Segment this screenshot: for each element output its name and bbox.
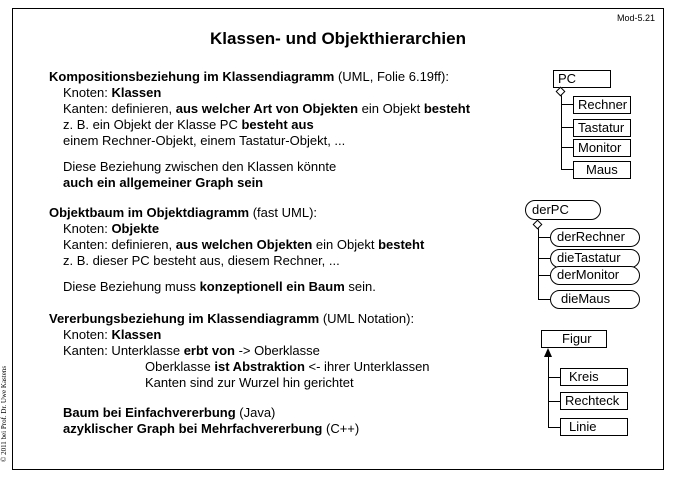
tree-branch	[561, 169, 573, 170]
class-box-figur: Figur	[541, 330, 607, 348]
section3-line5: Baum bei Einfachvererbung (Java)	[63, 405, 276, 420]
object-box-diemaus: dieMaus	[550, 290, 640, 309]
tree-branch	[548, 427, 560, 428]
tree-branch	[538, 237, 550, 238]
object-box-dietastatur: dieTastatur	[550, 249, 640, 268]
section1-heading: Kompositionsbeziehung im Klassendiagramm (UML, Folie 6.19ff):	[49, 69, 449, 84]
tree-branch	[548, 401, 560, 402]
tree-trunk	[538, 228, 539, 299]
object-box-dermonitor: derMonitor	[550, 266, 640, 285]
tree-branch	[538, 299, 550, 300]
tree-trunk	[548, 356, 549, 427]
section1-line6: auch ein allgemeiner Graph sein	[63, 175, 264, 190]
slide-number: Mod-5.21	[616, 13, 655, 23]
section3-line3: Oberklasse ist Abstraktion <- ihrer Unterklassen	[145, 359, 430, 374]
tree-branch	[548, 377, 560, 378]
section3-line2: Kanten: Unterklasse erbt von -> Oberklasse	[63, 343, 320, 358]
section2-heading: Objektbaum im Objektdiagramm (fast UML):	[49, 205, 318, 220]
tree-branch	[538, 258, 550, 259]
section3-line1: Knoten: Klassen	[63, 327, 162, 342]
section1-line1: Knoten: Klassen	[63, 85, 162, 100]
class-box-rechner: Rechner	[573, 96, 631, 114]
section1-line5: Diese Beziehung zwischen den Klassen könnte	[63, 159, 337, 174]
tree-branch	[561, 104, 573, 105]
section1-line2: Kanten: definieren, aus welcher Art von Objekten ein Objekt besteht	[63, 101, 471, 116]
class-box-monitor: Monitor	[573, 139, 631, 157]
class-box-linie: Linie	[560, 418, 628, 436]
slide-frame	[12, 8, 664, 470]
composition-diamond-icon	[533, 220, 543, 230]
section2-line3: z. B. dieser PC besteht aus, diesem Rechner, ...	[63, 253, 340, 268]
section1-line3: z. B. ein Objekt der Klasse PC besteht aus	[63, 117, 314, 132]
class-box-pc: PC	[553, 70, 611, 88]
section3-line4: Kanten sind zur Wurzel hin gerichtet	[145, 375, 354, 390]
tree-branch	[561, 147, 573, 148]
class-box-rechteck: Rechteck	[560, 392, 628, 410]
class-box-tastatur: Tastatur	[573, 119, 631, 137]
copyright-notice: © 2011 bei Prof. Dr. Uwe Kastens	[0, 365, 8, 462]
section2-line4: Diese Beziehung muss konzeptionell ein Baum sein.	[63, 279, 376, 294]
object-box-derpc: derPC	[525, 200, 601, 220]
section3-line6: azyklischer Graph bei Mehrfachvererbung (C++)	[63, 421, 360, 436]
class-box-maus: Maus	[573, 161, 631, 179]
section2-line2: Kanten: definieren, aus welchen Objekten ein Objekt besteht	[63, 237, 425, 252]
class-box-kreis: Kreis	[560, 368, 628, 386]
tree-branch	[561, 127, 573, 128]
object-box-derrechner: derRechner	[550, 228, 640, 247]
section3-heading: Vererbungsbeziehung im Klassendiagramm (UML Notation):	[49, 311, 415, 326]
slide-title: Klassen- und Objekthierarchien	[209, 29, 466, 48]
section1-line4: einem Rechner-Objekt, einem Tastatur-Objekt, ...	[63, 133, 346, 148]
tree-branch	[538, 275, 550, 276]
section2-line1: Knoten: Objekte	[63, 221, 160, 236]
composition-diamond-icon	[556, 87, 566, 97]
